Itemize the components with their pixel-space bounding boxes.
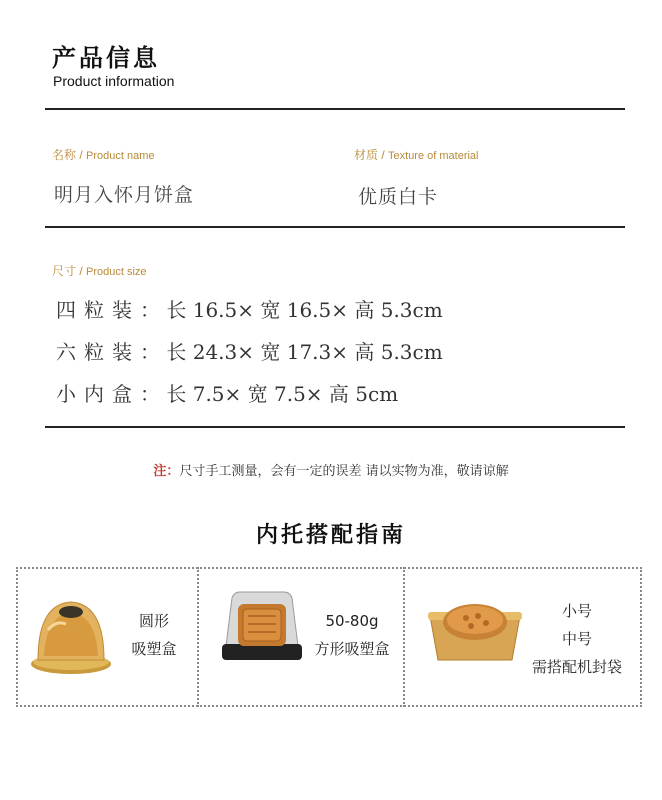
page-subtitle: Product information (53, 73, 175, 89)
name-label-en: Product name (86, 150, 155, 162)
round-blister-image (26, 590, 116, 680)
caption-line: 方形吸塑盒 (314, 640, 390, 658)
size-label-en: Product size (86, 266, 147, 278)
item-caption (516, 597, 638, 681)
guide-title: 内托搭配指南 (255, 523, 406, 548)
square-blister-image (218, 586, 306, 674)
size-row (56, 378, 398, 407)
caption-line: 吸塑盒 (131, 640, 177, 658)
size-row-spec: ： 长 7.5× 宽 7.5× 高 5cm (140, 382, 399, 406)
size-row-spec: ： 长 16.5× 宽 16.5× 高 5.3cm (140, 298, 443, 322)
divider (45, 426, 625, 428)
size-label (52, 262, 147, 279)
item-caption (120, 607, 188, 663)
size-row (56, 336, 443, 365)
caption-line: 小号 (561, 602, 592, 620)
page-title: 产品信息 (52, 44, 160, 72)
panel-divider (197, 567, 199, 707)
panel-divider (403, 567, 405, 707)
product-name-value: 明月入怀月饼盒 (54, 184, 195, 206)
name-label (52, 146, 155, 163)
note-mark: 注： (153, 464, 180, 479)
size-row-name: 小内盒 (56, 382, 140, 406)
item-caption (306, 607, 398, 663)
note-text: 尺寸手工测量，会有一定的误差 请以实物为准，敬请谅解 (179, 464, 509, 479)
caption-line: 中号 (561, 630, 592, 648)
material-label-cn: 材质 / (354, 148, 389, 162)
caption-line: 需搭配机封袋 (531, 658, 622, 676)
disclaimer-note (0, 460, 662, 479)
name-label-cn: 名称 / (52, 148, 87, 162)
size-row (56, 294, 443, 323)
size-row-name: 六粒装 (56, 340, 140, 364)
material-value: 优质白卡 (358, 186, 439, 208)
material-label-en: Texture of material (388, 150, 479, 162)
caption-line: 50-80g (325, 612, 379, 630)
size-label-cn: 尺寸 / (52, 264, 87, 278)
caption-line: 圆形 (138, 612, 169, 630)
material-label (354, 146, 479, 163)
size-row-spec: ： 长 24.3× 宽 17.3× 高 5.3cm (140, 340, 443, 364)
divider (45, 226, 625, 228)
tray-image (426, 596, 524, 668)
size-row-name: 四粒装 (56, 298, 140, 322)
divider (45, 108, 625, 110)
